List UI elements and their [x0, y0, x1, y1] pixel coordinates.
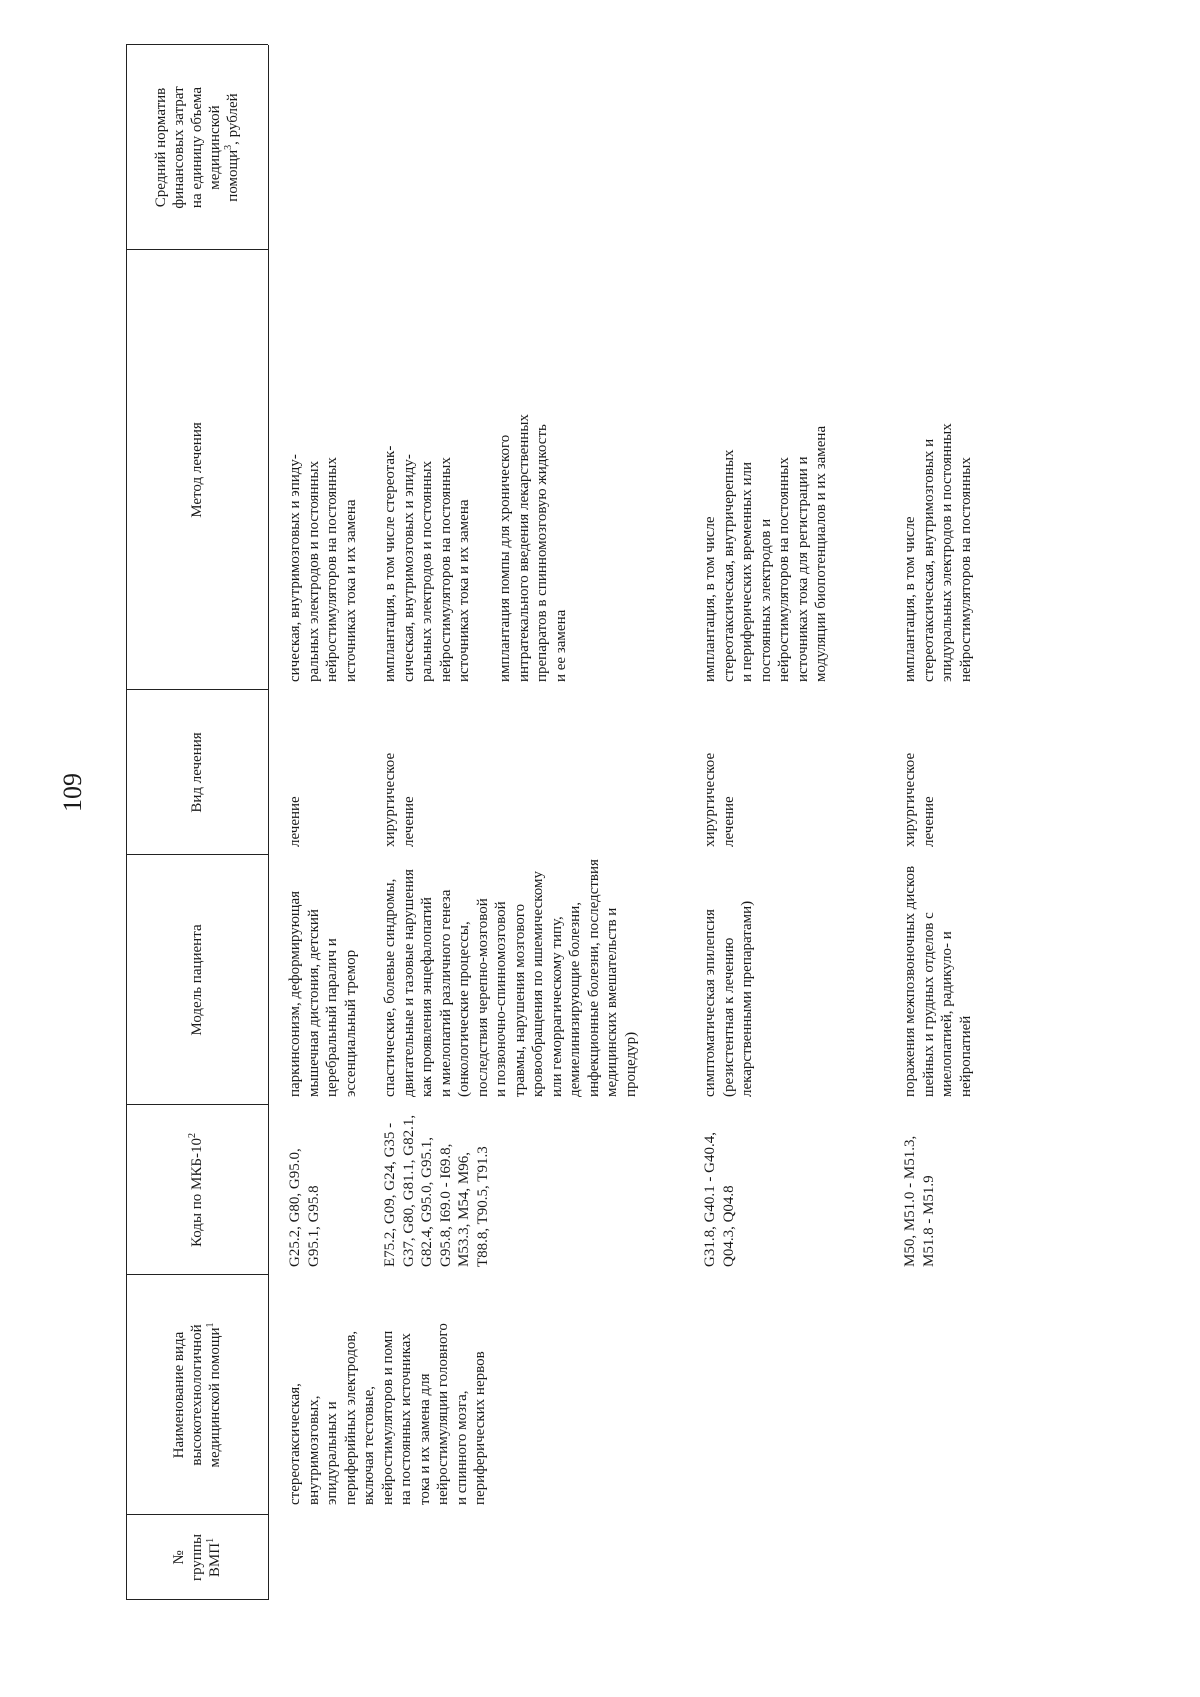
row-2-method-pump: имплантация помпы для хронического интратекального введения лекарственных препаратов в спинномозговую жидкость и ее замена — [497, 414, 569, 682]
footnote-marker: 1 — [205, 1322, 216, 1328]
row-1-codes: G25.2, G80, G95.0, G95.1, G95.8 — [287, 1148, 322, 1267]
footnote-marker: 3 — [223, 144, 234, 150]
row-1-model: паркинсонизм, деформирующая мышечная дистония, детский церебральный паралич и эссенциальный тремор — [287, 890, 359, 1097]
header-method-label: Метод лечения — [189, 422, 205, 518]
header-name-line: высокотехнологичной — [189, 1324, 205, 1466]
header-cost-line: медицинской — [207, 105, 223, 190]
header-cost-line: финансовых затрат — [171, 86, 187, 209]
vmp-name-cell: стереотаксическая, внутримозговых, эпидуральных и периферийных электродов, включая тестовые, нейростимуляторов и помп на постоянных источниках тока и их замена для нейростимуляции головного и спинного мозга, периферических нервов — [287, 1323, 488, 1505]
header-type-label: Вид лечения — [189, 732, 205, 813]
row-2-method: имплантация, в том числе стереотак- сическая, внутримозговых и эпиду- ральных электродов и постоянных нейростимуляторов на постоянных источниках тока и их замена — [382, 445, 472, 682]
row-2-codes: E75.2, G09, G24, G35 - G37, G80, G81.1, G82.1, G82.4, G95.0, G95.1, G95.8, I69.0 - I69.8, M53.3, M54, M96, T88.8, T90.5, T91.3 — [382, 1114, 491, 1267]
row-4-codes: M50, M51.0 - M51.3, M51.8 - M51.9 — [902, 1135, 937, 1267]
row-3-method: имплантация, в том числе стереотаксическая, внутричерепных и периферических временных или постоянных электродов и нейростимуляторов на постоянных источниках тока для регистрации и модуляции биопотенциалов и их замена — [702, 425, 829, 682]
row-4-type: хирургическое лечение — [902, 752, 937, 847]
row-2-model: спастические, болевые синдромы, двигательные и тазовые нарушения как проявления энцефалопатий и миелопатий различного генеза (онкологические процессы, последствия черепно-мозговой и позвоночно-спинномозговой травмы, нарушения мозгового кровообращения по ишемическому или геморрагическому типу, демиелинизирующие болезни, инфекционные болезни, последствия медицинских вмешательств и процедур) — [382, 859, 639, 1097]
header-model-label: Модель пациента — [189, 924, 205, 1036]
header-cost-line: на единицу объема — [189, 86, 205, 209]
row-3-codes: G31.8, G40.1 - G40.4, Q04.3, Q04.8 — [702, 1132, 737, 1267]
footnote-marker: 2 — [187, 1133, 198, 1138]
row-3-model: симптоматическая эпилепсия (резистентная к лечению лекарственными препаратами) — [702, 900, 755, 1097]
header-bottom-border — [268, 45, 269, 1600]
header-name — [126, 1275, 268, 1515]
row-4-method: имплантация, в том числе стереотаксическая, внутримозговых и эпидуральных электродов и постоянных нейростимуляторов на постоянных — [902, 423, 974, 682]
row-3-type: хирургическое лечение — [702, 752, 737, 847]
rotated-table — [126, 45, 1076, 1600]
page-number: 109 — [58, 773, 87, 812]
header-codes-label: Коды по МКБ-10 — [189, 1138, 205, 1248]
header-group-line: № — [171, 1550, 187, 1565]
row-2-type: хирургическое лечение — [382, 752, 417, 847]
header-method — [126, 250, 268, 690]
footnote-marker: 1 — [205, 1537, 216, 1543]
header-cost-suffix: , рублей — [225, 93, 241, 145]
header-codes — [126, 1105, 268, 1275]
row-1-type: лечение — [287, 796, 303, 847]
header-group-line: ВМП — [207, 1542, 223, 1578]
header-group-line: группы — [189, 1533, 205, 1582]
header-cost-line: Средний норматив — [153, 87, 169, 208]
row-1-method: сическая, внутримозговых и эпиду- ральных электродов и постоянных нейростимуляторов на постоянных источниках тока и их замена — [287, 454, 359, 682]
row-4-model: поражения межпозвоночных дисков шейных и грудных отделов с миелопатией, радикуло- и нейропатией — [902, 865, 974, 1097]
header-cost — [126, 45, 268, 250]
header-name-line: медицинской помощи — [207, 1327, 223, 1468]
header-name-line: Наименование вида — [171, 1331, 187, 1459]
header-type — [126, 690, 268, 855]
header-cost-line: помощи — [225, 149, 241, 202]
header-group — [126, 1515, 268, 1600]
header-model — [126, 855, 268, 1105]
